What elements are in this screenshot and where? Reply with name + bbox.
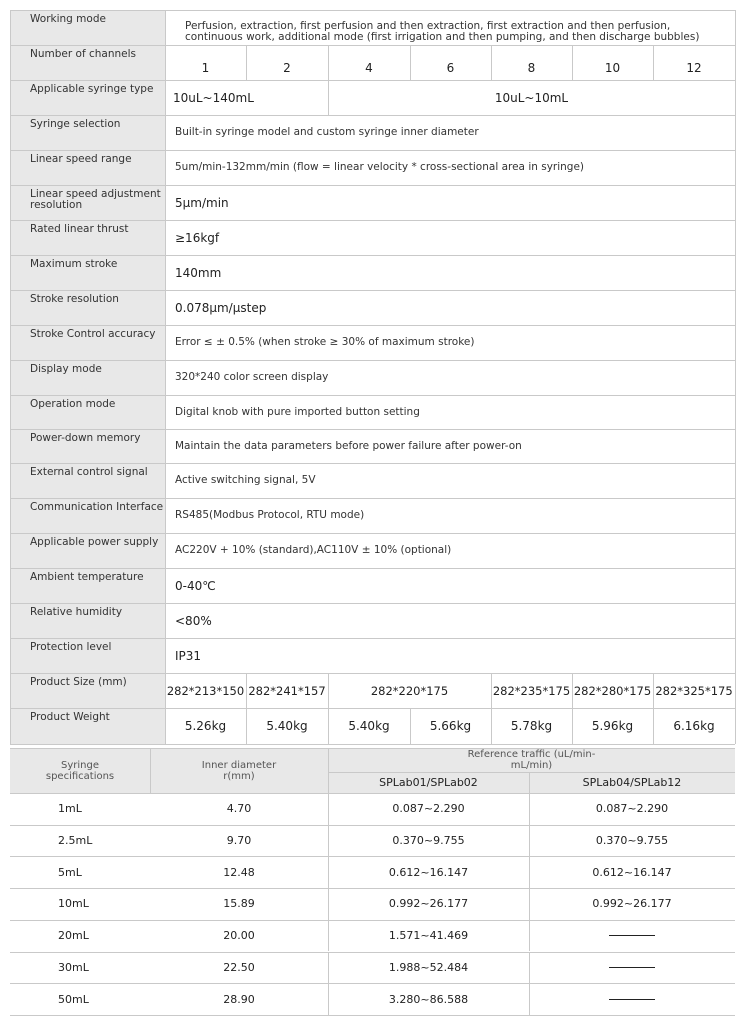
spec-value-text: Error ≤ ± 0.5% (when stroke ≥ 30% of maximum stroke) <box>175 336 475 348</box>
column-divider <box>529 772 530 793</box>
spec-value-text: Perfusion, extraction, first perfusion and then extraction, first extraction and then perfusion, continuous work, additional mode (first irrigation and then pumping, and then discharge bubbles) <box>185 20 700 43</box>
syringe-diameter-text: 20.00 <box>223 929 255 943</box>
column-divider <box>529 825 530 857</box>
spec-value-text: IP31 <box>175 648 202 663</box>
channel-count <box>246 55 328 80</box>
spec-value-text: AC220V + 10% (standard),AC110V ± 10% (optional) <box>175 544 452 556</box>
spec-label-text: Communication Interface <box>30 501 164 513</box>
spec-value <box>165 255 717 290</box>
spec-label <box>10 290 165 325</box>
spec-value-text: 140mm <box>175 265 222 280</box>
header-model-a-text: SPLab01/SPLab02 <box>379 776 478 789</box>
syringe-b-text: 0.612~16.147 <box>592 865 672 879</box>
syringe-diameter-text: 22.50 <box>223 960 255 974</box>
spec-value <box>165 185 717 220</box>
syringe-a-text: 1.571~41.469 <box>388 929 469 943</box>
column-divider <box>328 856 329 888</box>
spec-value-text: Digital knob with pure imported button setting <box>175 405 420 418</box>
spec-label-text: Maximum stroke <box>30 258 118 270</box>
spec-label-text: Rated linear thrust <box>30 223 129 235</box>
row-divider <box>10 325 735 326</box>
column-divider <box>328 888 329 920</box>
product-size-text: 282*325*175 <box>655 683 733 698</box>
syringe-diameter-text: 28.90 <box>223 992 255 1006</box>
column-divider <box>165 10 166 744</box>
syringe-b-cell <box>529 825 735 857</box>
spec-value-text: 0.078μm/μstep <box>175 300 267 315</box>
channel-count <box>165 55 246 80</box>
spec-label-text: Number of channels <box>30 48 136 60</box>
channel-count-text: 6 <box>446 60 455 75</box>
syringe-spec-cell <box>10 952 150 984</box>
row-divider <box>10 744 735 745</box>
product-size-text: 282*280*175 <box>573 683 652 698</box>
syringe-diameter-cell <box>150 888 328 920</box>
syringe-spec-cell <box>10 983 150 1015</box>
spec-label <box>10 603 165 638</box>
product-size <box>653 673 735 708</box>
channel-count-text: 4 <box>365 60 373 75</box>
product-weight-text: 5.26kg <box>184 719 227 733</box>
row-divider <box>10 638 735 639</box>
column-divider <box>328 793 329 825</box>
syringe-a-cell <box>328 888 529 920</box>
syringe-diameter-cell <box>150 793 328 825</box>
spec-value <box>165 463 717 498</box>
column-divider <box>491 673 492 708</box>
column-divider <box>572 708 573 744</box>
syringe-b-cell <box>529 793 735 825</box>
row-divider <box>10 290 735 291</box>
syringe-spec-text: 10mL <box>58 897 89 911</box>
product-size <box>165 673 246 708</box>
header-inner-diameter <box>150 748 328 793</box>
column-divider <box>328 920 329 952</box>
row-divider <box>10 10 735 11</box>
spec-value <box>165 395 717 429</box>
syringe-a-text: 0.087~2.290 <box>392 802 465 816</box>
column-divider <box>328 708 329 744</box>
column-divider <box>246 673 247 708</box>
product-weight <box>165 708 246 744</box>
spec-value-text: 0-40℃ <box>175 578 216 593</box>
spec-label <box>10 463 165 498</box>
row-divider <box>10 150 735 151</box>
column-divider <box>572 45 573 80</box>
spec-value <box>165 10 717 45</box>
product-size-text: 282*241*157 <box>248 683 326 698</box>
spec-value <box>165 220 717 255</box>
product-weight-text: 5.40kg <box>266 719 308 733</box>
syringe-diameter-cell <box>150 856 328 888</box>
channel-count-text: 1 <box>201 60 210 75</box>
product-size <box>572 673 653 708</box>
spec-label <box>10 360 165 395</box>
column-divider <box>653 45 654 80</box>
spec-label <box>10 533 165 568</box>
column-divider <box>410 708 411 744</box>
syringe-a-cell <box>328 825 529 857</box>
channel-count <box>491 55 572 80</box>
column-divider <box>572 673 573 708</box>
syringe-spec-text: 5mL <box>58 865 82 879</box>
spec-label-text: Syringe selection <box>30 118 121 130</box>
product-weight-text: 5.66kg <box>429 719 472 733</box>
column-divider <box>491 45 492 80</box>
row-divider <box>10 80 735 81</box>
syringe-spec-text: 1mL <box>58 802 82 816</box>
spec-value-text: <80% <box>175 613 212 628</box>
column-divider <box>328 45 329 80</box>
column-divider <box>529 793 530 825</box>
header-model-b <box>529 772 735 793</box>
syringe-a-text: 0.370~9.755 <box>392 834 465 848</box>
channel-count <box>328 55 410 80</box>
spec-value <box>165 498 717 533</box>
column-divider <box>529 920 530 952</box>
spec-label-text: External control signal <box>30 466 148 478</box>
channel-count-text: 8 <box>527 60 536 75</box>
row-divider <box>10 533 735 534</box>
spec-label-text: Linear speed range <box>30 153 132 165</box>
spec-label <box>10 498 165 533</box>
syringe-spec-text: 2.5mL <box>58 834 93 848</box>
column-divider <box>10 10 11 744</box>
spec-label-text: Working mode <box>30 13 106 25</box>
spec-label <box>10 45 165 80</box>
column-divider <box>529 888 530 920</box>
spec-label-text: Linear speed adjustment resolution <box>30 188 161 211</box>
spec-value <box>165 638 717 673</box>
spec-value <box>165 115 717 150</box>
spec-label-text: Display mode <box>30 363 102 375</box>
row-divider <box>10 498 735 499</box>
spec-label <box>10 429 165 463</box>
product-weight-text: 6.16kg <box>673 719 715 733</box>
spec-label-text: Operation mode <box>30 398 116 410</box>
spec-label <box>10 255 165 290</box>
spec-value <box>165 360 717 395</box>
syringe-diameter-cell <box>150 952 328 984</box>
spec-label-text: Product Size (mm) <box>30 676 127 688</box>
syringe-a-text: 1.988~52.484 <box>388 960 469 974</box>
syringe-a-cell <box>328 920 529 952</box>
spec-label <box>10 150 165 185</box>
channel-count <box>653 55 735 80</box>
spec-label <box>10 325 165 360</box>
product-size-text: 282*213*150 <box>166 683 245 698</box>
row-divider <box>10 429 735 430</box>
row-divider <box>10 708 735 709</box>
spec-label <box>10 10 165 45</box>
channel-count-text: 2 <box>283 60 291 75</box>
column-divider <box>328 80 329 115</box>
column-divider <box>529 952 530 984</box>
product-weight <box>572 708 653 744</box>
channel-count-text: 10 <box>604 60 621 75</box>
spec-label-text: Power-down memory <box>30 432 141 444</box>
spec-label-text: Stroke resolution <box>30 293 119 305</box>
syringe-spec-text: 50mL <box>58 992 89 1006</box>
syringe-diameter-cell <box>150 825 328 857</box>
syringe-diameter-text: 12.48 <box>223 865 255 879</box>
spec-value-text: ≥16kgf <box>175 230 220 245</box>
spec-label <box>10 568 165 603</box>
row-divider <box>10 185 735 186</box>
column-divider <box>410 45 411 80</box>
spec-label <box>10 115 165 150</box>
syringe-spec-cell <box>10 856 150 888</box>
row-divider <box>10 115 735 116</box>
column-divider <box>653 708 654 744</box>
column-divider <box>328 748 329 793</box>
spec-label-text: Stroke Control accuracy <box>30 328 156 340</box>
row-divider <box>10 1015 735 1016</box>
spec-label-text: Protection level <box>30 641 112 653</box>
row-divider <box>10 395 735 396</box>
syringe-a-text: 3.280~86.588 <box>388 992 469 1006</box>
not-applicable-dash <box>609 967 655 968</box>
row-divider <box>10 255 735 256</box>
row-divider <box>10 45 735 46</box>
syringe-spec-cell <box>10 888 150 920</box>
channel-count <box>572 55 653 80</box>
column-divider <box>653 673 654 708</box>
header-model-b-text: SPLab04/SPLab12 <box>582 776 682 789</box>
syringe-spec-cell <box>10 825 150 857</box>
spec-label-text: Product Weight <box>30 711 110 723</box>
row-divider <box>10 603 735 604</box>
syringe-diameter-text: 4.70 <box>226 802 252 816</box>
syringe-spec-cell <box>10 793 150 825</box>
product-weight-text: 5.78kg <box>510 719 553 733</box>
spec-label-text: Applicable syringe type <box>30 83 154 95</box>
syringe-spec-text: 30mL <box>58 960 89 974</box>
syringe-b-cell <box>529 888 735 920</box>
spec-value <box>165 603 717 638</box>
syringe-b-text: 0.992~26.177 <box>592 897 672 911</box>
syringe-a-text: 0.992~26.177 <box>388 897 469 911</box>
syringe-spec-cell <box>10 920 150 952</box>
row-divider <box>328 772 735 773</box>
column-divider <box>328 983 329 1015</box>
row-divider <box>10 463 735 464</box>
syringe-a-cell <box>328 952 529 984</box>
spec-value <box>165 290 717 325</box>
column-divider <box>529 983 530 1015</box>
column-divider <box>735 10 736 744</box>
row-divider <box>10 360 735 361</box>
syringe-b-cell <box>529 983 735 1015</box>
header-reference-traffic-text: Reference traffic (uL/min-mL/min) <box>467 749 596 771</box>
product-size <box>328 673 491 708</box>
syringe-a-cell <box>328 856 529 888</box>
spec-value-text: RS485(Modbus Protocol, RTU mode) <box>175 509 365 521</box>
row-divider <box>10 748 735 749</box>
column-divider <box>491 708 492 744</box>
syringe-a-text: 0.612~16.147 <box>388 865 469 879</box>
channel-count <box>410 55 491 80</box>
spec-value-text: Active switching signal, 5V <box>175 474 316 486</box>
syringe-a-cell <box>328 983 529 1015</box>
product-weight <box>328 708 410 744</box>
not-applicable-dash <box>609 999 655 1000</box>
spec-value <box>165 533 717 568</box>
column-divider <box>328 825 329 857</box>
syringe-b-text: 0.087~2.290 <box>595 802 669 816</box>
header-syringe-spec <box>10 748 150 793</box>
syringe-b-text: 0.370~9.755 <box>595 834 669 848</box>
spec-label-text: Relative humidity <box>30 606 123 618</box>
spec-label <box>10 708 165 744</box>
syringe-b-cell <box>529 952 735 984</box>
spec-label <box>10 220 165 255</box>
column-divider <box>246 708 247 744</box>
spec-label <box>10 185 165 220</box>
spec-label <box>10 638 165 673</box>
spec-label <box>10 673 165 708</box>
syringe-type-value <box>165 80 328 115</box>
product-weight <box>410 708 491 744</box>
product-weight <box>246 708 328 744</box>
syringe-a-cell <box>328 793 529 825</box>
syringe-type-text: 10uL~140mL <box>173 90 254 105</box>
spec-value-text: 5um/min-132mm/min (flow = linear velocity * cross-sectional area in syringe) <box>175 161 585 173</box>
spec-label-text: Ambient temperature <box>30 571 144 583</box>
spec-label-text: Applicable power supply <box>30 536 159 548</box>
syringe-type-text: 10uL~10mL <box>494 90 569 105</box>
column-divider <box>529 856 530 888</box>
not-applicable-dash <box>609 935 655 936</box>
spec-label <box>10 395 165 429</box>
syringe-diameter-cell <box>150 983 328 1015</box>
spec-value-text: 320*240 color screen display <box>175 371 329 383</box>
header-model-a <box>328 772 529 793</box>
product-size-text: 282*235*175 <box>492 683 571 698</box>
syringe-b-cell <box>529 856 735 888</box>
product-size <box>491 673 572 708</box>
row-divider <box>10 673 735 674</box>
header-inner-diameter-text: Inner diameter r(mm) <box>201 759 277 782</box>
spec-value-text: Maintain the data parameters before power failure after power-on <box>175 439 522 452</box>
syringe-b-cell <box>529 920 735 952</box>
spec-label <box>10 80 165 115</box>
header-syringe-spec-text: Syringe specifications <box>45 759 115 782</box>
row-divider <box>10 568 735 569</box>
product-weight-text: 5.40kg <box>348 719 390 733</box>
product-size-text: 282*220*175 <box>370 683 449 698</box>
spec-value-text: 5μm/min <box>175 195 229 210</box>
channel-count-text: 12 <box>686 60 702 75</box>
syringe-type-value <box>328 80 735 115</box>
spec-value <box>165 568 717 603</box>
spec-value <box>165 429 717 463</box>
product-weight-text: 5.96kg <box>591 719 634 733</box>
syringe-diameter-text: 9.70 <box>226 834 252 848</box>
syringe-diameter-cell <box>150 920 328 952</box>
row-divider <box>10 220 735 221</box>
spec-value <box>165 150 717 185</box>
column-divider <box>328 673 329 708</box>
syringe-diameter-text: 15.89 <box>223 897 255 911</box>
product-size <box>246 673 328 708</box>
column-divider <box>150 748 151 793</box>
column-divider <box>328 952 329 984</box>
product-weight <box>653 708 735 744</box>
product-weight <box>491 708 572 744</box>
spec-value-text: Built-in syringe model and custom syringe inner diameter <box>175 126 479 138</box>
syringe-spec-text: 20mL <box>58 929 89 943</box>
spec-value <box>165 325 717 360</box>
column-divider <box>246 45 247 80</box>
header-reference-traffic <box>328 748 735 772</box>
